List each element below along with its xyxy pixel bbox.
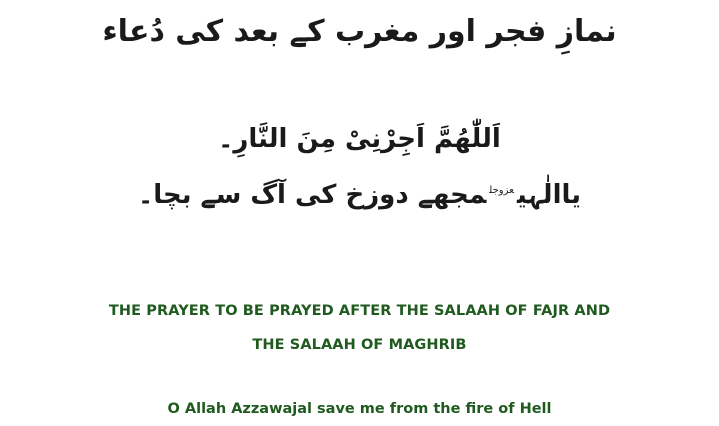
urdu-translation-start: یاالٰہی — [516, 180, 582, 210]
urdu-translation-end: مجھے دوزخ کی آگ سے بچا۔ — [137, 180, 487, 210]
english-heading-line-2: THE SALAAH OF MAGHRIB — [252, 337, 467, 353]
english-heading-line-1: THE PRAYER TO BE PRAYED AFTER THE SALAAH OF FAJR AND — [108, 303, 611, 319]
urdu-translation — [0, 180, 719, 210]
honorific-mark: عزوجل — [489, 185, 514, 197]
arabic-dua-text: اَللّٰھُمَّ اَجِرْنِیْ مِنَ النَّارِ۔ — [218, 124, 501, 154]
english-translation: O Allah Azzawajal save me from the fire of Hell — [167, 401, 552, 417]
urdu-title: نمازِ فجر اور مغرب کے بعد کی دُعاء — [102, 14, 617, 49]
